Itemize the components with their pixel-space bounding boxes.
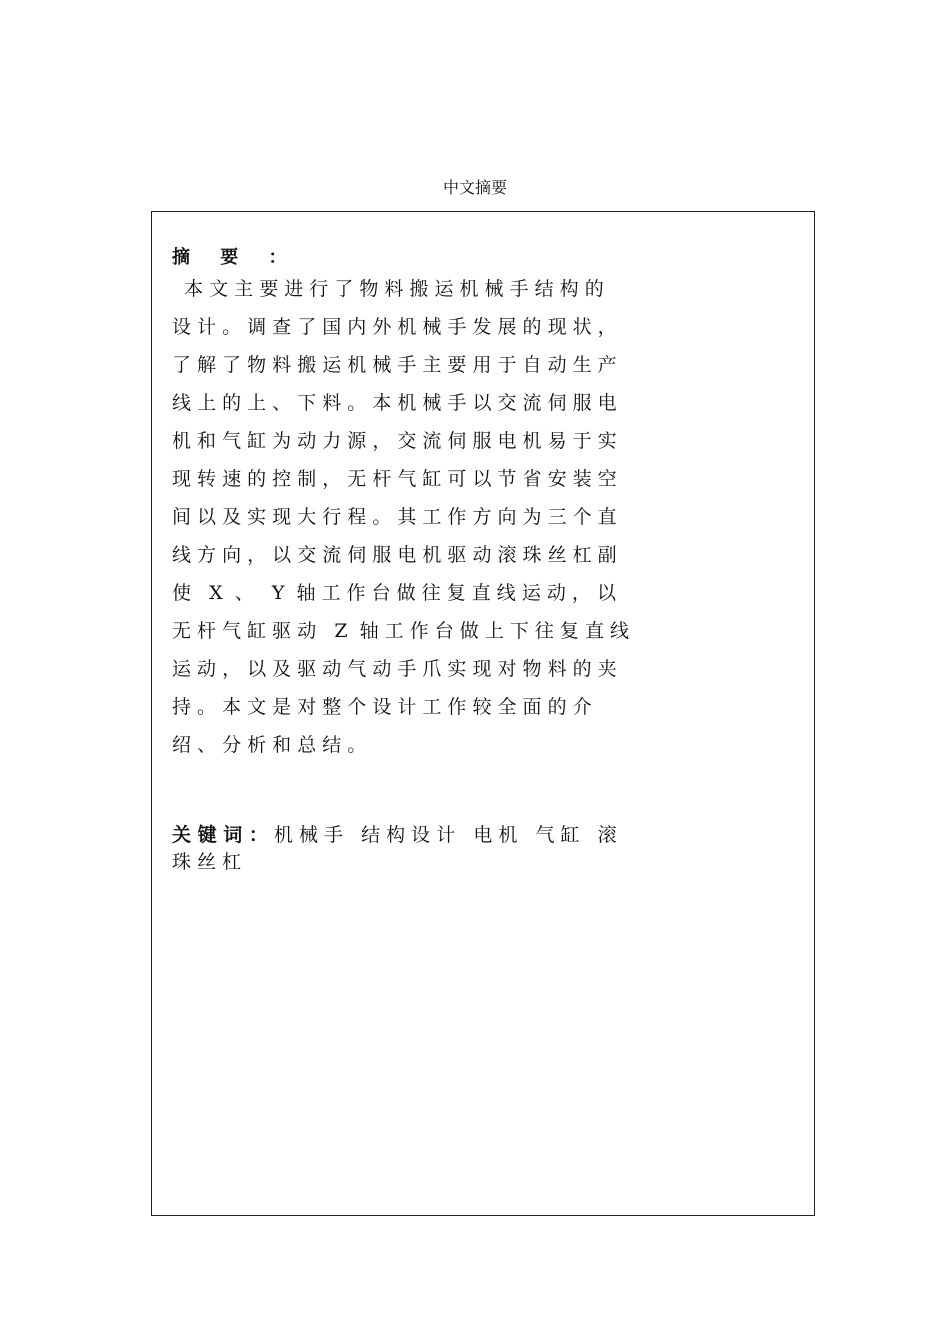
abstract-line: 本 文 主 要 进 行 了 物 料 搬 运 机 械 手 结 构 的 (172, 278, 604, 300)
abstract-frame (151, 211, 815, 1216)
keywords-line-2: 珠 丝 杠 (172, 851, 242, 873)
abstract-line: 持 。 本 文 是 对 整 个 设 计 工 作 较 全 面 的 介 (172, 696, 592, 718)
abstract-line: 机 和 气 缸 为 动 力 源 ， 交 流 伺 服 电 机 易 于 实 (172, 430, 617, 452)
page-title: 中文摘要 (442, 178, 507, 197)
abstract-line: 绍 、 分 析 和 总 结 。 (172, 734, 367, 756)
keywords-text: 机 械 手 结 构 设 计 电 机 气 缸 滚 (267, 824, 617, 846)
abstract-line: 设 计 。 调 查 了 国 内 外 机 械 手 发 展 的 现 状 ， (172, 316, 617, 338)
abstract-line: 线 上 的 上 、 下 料 。 本 机 械 手 以 交 流 伺 服 电 (172, 392, 617, 414)
keywords-section (172, 822, 802, 876)
abstract-line: 间 以 及 实 现 大 行 程 。 其 工 作 方 向 为 三 个 直 (172, 506, 617, 528)
keywords-label: 关 键 词 ： (172, 824, 268, 846)
abstract-line: 使 X 、 Y 轴 工 作 台 做 往 复 直 线 运 动 ， 以 (172, 582, 616, 604)
abstract-line: 了 解 了 物 料 搬 运 机 械 手 主 要 用 于 自 动 生 产 (172, 354, 617, 376)
abstract-heading: 摘 要 ： (172, 247, 299, 268)
abstract-line: 无 杆 气 缸 驱 动 Z 轴 工 作 台 做 上 下 往 复 直 线 (172, 620, 629, 642)
abstract-line: 现 转 速 的 控 制 ， 无 杆 气 缸 可 以 节 省 安 装 空 (172, 468, 617, 490)
abstract-line: 线 方 向 ， 以 交 流 伺 服 电 机 驱 动 滚 珠 丝 杠 副 (172, 544, 617, 566)
abstract-body (172, 270, 772, 764)
keywords-line-1 (172, 822, 802, 849)
abstract-line: 运 动 ， 以 及 驱 动 气 动 手 爪 实 现 对 物 料 的 夹 (172, 658, 617, 680)
